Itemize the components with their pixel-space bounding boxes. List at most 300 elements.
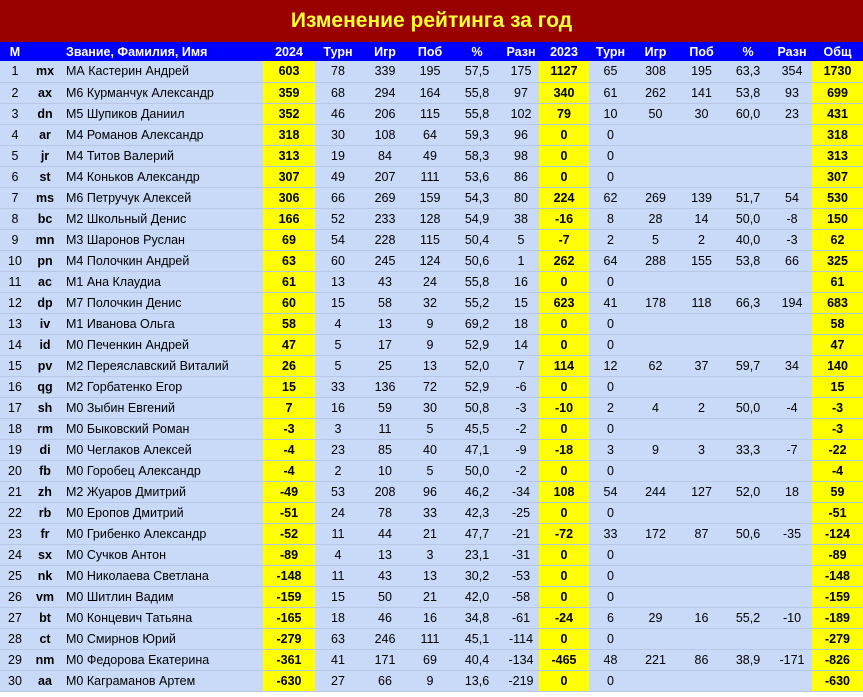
cell-wins-2024: 69 [409,649,451,670]
table-row [0,250,863,271]
cell-player-name: М3 Шаронов Руслан [60,229,263,250]
cell-diff-2024: 98 [503,145,539,166]
cell-code: ac [30,271,60,292]
cell-player-name: М0 Каграманов Артем [60,670,263,691]
cell-games-2024: 13 [361,313,409,334]
cell-wins-2024: 128 [409,208,451,229]
cell-percent-2024: 52,9 [451,334,503,355]
cell-rating-2024: 306 [263,187,315,208]
cell-percent-2023: 53,8 [724,82,772,103]
cell-diff-2024: -61 [503,607,539,628]
cell-rating-2023: 0 [539,628,589,649]
cell-percent-2023 [724,502,772,523]
cell-tournaments-2023: 0 [589,334,632,355]
cell-rating-2024: 15 [263,376,315,397]
cell-rating-2023: 0 [539,670,589,691]
cell-place: 12 [0,292,30,313]
cell-percent-2024: 45,5 [451,418,503,439]
cell-tournaments-2024: 60 [315,250,361,271]
cell-diff-2024: 5 [503,229,539,250]
table-row [0,544,863,565]
cell-rating-2023: 1127 [539,61,589,82]
cell-place: 28 [0,628,30,649]
table-row [0,124,863,145]
cell-diff-2023 [772,124,812,145]
cell-percent-2024: 54,9 [451,208,503,229]
cell-rating-2024: -3 [263,418,315,439]
cell-tournaments-2024: 27 [315,670,361,691]
cell-tournaments-2024: 30 [315,124,361,145]
cell-wins-2024: 5 [409,460,451,481]
cell-tournaments-2024: 23 [315,439,361,460]
cell-games-2024: 10 [361,460,409,481]
cell-games-2024: 59 [361,397,409,418]
cell-place: 15 [0,355,30,376]
cell-place: 17 [0,397,30,418]
rating-table [0,42,863,692]
cell-place: 5 [0,145,30,166]
cell-code: id [30,334,60,355]
cell-diff-2023 [772,502,812,523]
cell-wins-2024: 13 [409,355,451,376]
cell-diff-2024: -3 [503,397,539,418]
cell-diff-2024: -21 [503,523,539,544]
cell-tournaments-2024: 24 [315,502,361,523]
cell-wins-2024: 111 [409,628,451,649]
cell-place: 7 [0,187,30,208]
cell-wins-2024: 195 [409,61,451,82]
cell-code: rm [30,418,60,439]
cell-player-name: М0 Чеглаков Алексей [60,439,263,460]
cell-percent-2024: 40,4 [451,649,503,670]
cell-diff-2024: -31 [503,544,539,565]
cell-diff-2023: -10 [772,607,812,628]
cell-code: dp [30,292,60,313]
cell-percent-2023: 38,9 [724,649,772,670]
cell-total: -22 [812,439,863,460]
cell-wins-2024: 5 [409,418,451,439]
cell-wins-2023 [679,313,724,334]
cell-wins-2023: 14 [679,208,724,229]
cell-games-2023: 172 [632,523,679,544]
cell-percent-2023: 50,0 [724,397,772,418]
cell-place: 16 [0,376,30,397]
cell-total: -51 [812,502,863,523]
cell-percent-2023 [724,460,772,481]
cell-tournaments-2023: 3 [589,439,632,460]
cell-code: mx [30,61,60,82]
cell-rating-2023: -72 [539,523,589,544]
cell-games-2023 [632,376,679,397]
cell-player-name: М0 Грибенко Александр [60,523,263,544]
cell-tournaments-2024: 4 [315,313,361,334]
cell-rating-2023: 0 [539,565,589,586]
cell-tournaments-2024: 68 [315,82,361,103]
cell-rating-2024: 61 [263,271,315,292]
cell-games-2024: 207 [361,166,409,187]
cell-games-2024: 11 [361,418,409,439]
cell-percent-2023: 53,8 [724,250,772,271]
cell-wins-2024: 3 [409,544,451,565]
cell-diff-2024: -2 [503,460,539,481]
cell-games-2024: 171 [361,649,409,670]
cell-wins-2023 [679,502,724,523]
cell-rating-2024: 307 [263,166,315,187]
cell-player-name: М0 Зыбин Евгений [60,397,263,418]
cell-rating-2024: -165 [263,607,315,628]
cell-tournaments-2023: 0 [589,565,632,586]
cell-code: dn [30,103,60,124]
cell-percent-2024: 55,8 [451,271,503,292]
cell-code: nm [30,649,60,670]
cell-code: pn [30,250,60,271]
cell-percent-2024: 58,3 [451,145,503,166]
cell-total: 140 [812,355,863,376]
cell-code: zh [30,481,60,502]
cell-percent-2023 [724,166,772,187]
cell-diff-2024: 18 [503,313,539,334]
cell-percent-2024: 55,8 [451,82,503,103]
cell-games-2024: 43 [361,565,409,586]
cell-diff-2024: -219 [503,670,539,691]
cell-games-2023 [632,460,679,481]
cell-tournaments-2023: 6 [589,607,632,628]
cell-games-2024: 136 [361,376,409,397]
cell-rating-2024: 359 [263,82,315,103]
header-percent-2023: % [742,44,754,59]
cell-tournaments-2024: 16 [315,397,361,418]
cell-diff-2024: -34 [503,481,539,502]
cell-tournaments-2023: 12 [589,355,632,376]
cell-player-name: М2 Жуаров Дмитрий [60,481,263,502]
cell-rating-2024: -279 [263,628,315,649]
cell-diff-2023 [772,334,812,355]
cell-player-name: М7 Полочкин Денис [60,292,263,313]
cell-wins-2024: 9 [409,670,451,691]
cell-tournaments-2024: 5 [315,334,361,355]
cell-rating-2023: 0 [539,586,589,607]
cell-tournaments-2024: 18 [315,607,361,628]
cell-games-2023 [632,418,679,439]
cell-code: bc [30,208,60,229]
cell-total: -279 [812,628,863,649]
cell-wins-2024: 115 [409,229,451,250]
table-row [0,208,863,229]
cell-total: 1730 [812,61,863,82]
cell-diff-2024: 86 [503,166,539,187]
cell-rating-2024: 318 [263,124,315,145]
cell-total: 530 [812,187,863,208]
cell-wins-2023: 86 [679,649,724,670]
cell-games-2024: 78 [361,502,409,523]
cell-code: pv [30,355,60,376]
header-code [30,42,60,61]
cell-diff-2024: 102 [503,103,539,124]
cell-wins-2023 [679,376,724,397]
table-row [0,187,863,208]
cell-diff-2023 [772,586,812,607]
header-diff-2023: Разн [777,44,807,59]
cell-tournaments-2024: 63 [315,628,361,649]
cell-total: -89 [812,544,863,565]
cell-player-name: М6 Курманчук Александр [60,82,263,103]
cell-total: -3 [812,418,863,439]
cell-total: -826 [812,649,863,670]
table-row [0,649,863,670]
table-row [0,670,863,691]
cell-total: -4 [812,460,863,481]
cell-wins-2024: 72 [409,376,451,397]
cell-code: ms [30,187,60,208]
cell-games-2023 [632,334,679,355]
table-row [0,628,863,649]
cell-player-name: М0 Печенкин Андрей [60,334,263,355]
cell-diff-2023: -35 [772,523,812,544]
table-row [0,397,863,418]
cell-percent-2023: 60,0 [724,103,772,124]
cell-percent-2023 [724,271,772,292]
header-wins-2024: Поб [417,44,443,59]
cell-place: 4 [0,124,30,145]
cell-games-2023 [632,124,679,145]
cell-diff-2023: -3 [772,229,812,250]
cell-percent-2024: 34,8 [451,607,503,628]
cell-total: 62 [812,229,863,250]
cell-wins-2023 [679,565,724,586]
cell-games-2023: 62 [632,355,679,376]
cell-place: 10 [0,250,30,271]
cell-place: 30 [0,670,30,691]
cell-player-name: М0 Сучков Антон [60,544,263,565]
cell-tournaments-2024: 11 [315,523,361,544]
cell-place: 21 [0,481,30,502]
cell-player-name: М0 Смирнов Юрий [60,628,263,649]
cell-games-2024: 46 [361,607,409,628]
cell-rating-2023: -10 [539,397,589,418]
cell-wins-2023: 2 [679,229,724,250]
header-games-2023: Игр [644,44,667,59]
table-row [0,481,863,502]
cell-place: 27 [0,607,30,628]
cell-percent-2024: 55,8 [451,103,503,124]
cell-wins-2024: 21 [409,523,451,544]
cell-tournaments-2024: 66 [315,187,361,208]
cell-wins-2023: 30 [679,103,724,124]
cell-code: mn [30,229,60,250]
cell-tournaments-2023: 0 [589,460,632,481]
cell-code: di [30,439,60,460]
cell-tournaments-2024: 13 [315,271,361,292]
cell-diff-2023 [772,460,812,481]
cell-percent-2023: 55,2 [724,607,772,628]
cell-games-2024: 43 [361,271,409,292]
cell-tournaments-2023: 2 [589,229,632,250]
cell-wins-2024: 164 [409,82,451,103]
cell-rating-2024: 352 [263,103,315,124]
cell-games-2023: 288 [632,250,679,271]
cell-total: 325 [812,250,863,271]
cell-wins-2024: 124 [409,250,451,271]
cell-games-2023 [632,565,679,586]
cell-total: 431 [812,103,863,124]
cell-wins-2023 [679,628,724,649]
cell-diff-2024: 38 [503,208,539,229]
cell-total: 150 [812,208,863,229]
cell-player-name: М0 Шитлин Вадим [60,586,263,607]
cell-rating-2023: 114 [539,355,589,376]
cell-code: jr [30,145,60,166]
cell-code: sh [30,397,60,418]
cell-total: -148 [812,565,863,586]
cell-wins-2024: 21 [409,586,451,607]
cell-wins-2023: 3 [679,439,724,460]
cell-diff-2023: 194 [772,292,812,313]
cell-wins-2023 [679,271,724,292]
cell-percent-2024: 50,4 [451,229,503,250]
cell-tournaments-2024: 19 [315,145,361,166]
header-wins-2023: Поб [689,44,714,59]
cell-percent-2023: 52,0 [724,481,772,502]
cell-player-name: М4 Романов Александр [60,124,263,145]
cell-wins-2024: 64 [409,124,451,145]
cell-place: 20 [0,460,30,481]
cell-tournaments-2023: 0 [589,418,632,439]
cell-games-2024: 339 [361,61,409,82]
cell-percent-2023: 40,0 [724,229,772,250]
cell-percent-2024: 13,6 [451,670,503,691]
cell-tournaments-2023: 62 [589,187,632,208]
table-row [0,439,863,460]
cell-games-2024: 108 [361,124,409,145]
cell-games-2023: 308 [632,61,679,82]
cell-player-name: М5 Шупиков Даниил [60,103,263,124]
cell-diff-2023: 34 [772,355,812,376]
cell-wins-2024: 40 [409,439,451,460]
cell-games-2023 [632,628,679,649]
cell-games-2024: 50 [361,586,409,607]
cell-games-2024: 228 [361,229,409,250]
cell-code: nk [30,565,60,586]
cell-code: bt [30,607,60,628]
cell-player-name: М2 Школьный Денис [60,208,263,229]
cell-diff-2023 [772,565,812,586]
cell-games-2024: 58 [361,292,409,313]
cell-rating-2024: -361 [263,649,315,670]
cell-player-name: М4 Титов Валерий [60,145,263,166]
cell-percent-2024: 52,0 [451,355,503,376]
table-row [0,61,863,82]
table-row [0,313,863,334]
cell-wins-2023 [679,460,724,481]
cell-wins-2023: 87 [679,523,724,544]
cell-percent-2023: 51,7 [724,187,772,208]
cell-diff-2023 [772,313,812,334]
cell-diff-2023: -7 [772,439,812,460]
cell-tournaments-2024: 15 [315,586,361,607]
cell-player-name: М4 Коньков Александр [60,166,263,187]
cell-tournaments-2024: 78 [315,61,361,82]
cell-diff-2024: -114 [503,628,539,649]
cell-tournaments-2024: 15 [315,292,361,313]
cell-player-name: М0 Быковский Роман [60,418,263,439]
cell-games-2023 [632,166,679,187]
cell-rating-2023: -18 [539,439,589,460]
cell-diff-2023 [772,418,812,439]
cell-percent-2024: 42,3 [451,502,503,523]
cell-wins-2023: 37 [679,355,724,376]
table-row [0,334,863,355]
cell-games-2023 [632,586,679,607]
table-row [0,166,863,187]
cell-tournaments-2023: 2 [589,397,632,418]
cell-percent-2023 [724,124,772,145]
cell-percent-2024: 69,2 [451,313,503,334]
cell-diff-2023: 54 [772,187,812,208]
cell-rating-2023: 0 [539,502,589,523]
cell-games-2023: 29 [632,607,679,628]
cell-rating-2024: 58 [263,313,315,334]
cell-rating-2024: -159 [263,586,315,607]
cell-diff-2024: 1 [503,250,539,271]
cell-percent-2023 [724,418,772,439]
cell-games-2024: 233 [361,208,409,229]
table-body [0,61,863,691]
cell-tournaments-2023: 65 [589,61,632,82]
cell-player-name: М1 Ана Клаудиа [60,271,263,292]
cell-rating-2024: 603 [263,61,315,82]
cell-percent-2024: 50,8 [451,397,503,418]
cell-place: 18 [0,418,30,439]
cell-tournaments-2024: 49 [315,166,361,187]
cell-rating-2023: 0 [539,376,589,397]
header-tournaments-2023: Турн [595,44,626,59]
cell-rating-2024: -52 [263,523,315,544]
cell-wins-2023: 118 [679,292,724,313]
cell-wins-2023 [679,145,724,166]
cell-games-2024: 246 [361,628,409,649]
cell-total: 47 [812,334,863,355]
cell-wins-2023 [679,166,724,187]
cell-tournaments-2023: 61 [589,82,632,103]
cell-wins-2023: 141 [679,82,724,103]
cell-place: 2 [0,82,30,103]
cell-diff-2023: 66 [772,250,812,271]
cell-rating-2023: -7 [539,229,589,250]
cell-games-2023: 50 [632,103,679,124]
cell-tournaments-2024: 4 [315,544,361,565]
cell-rating-2024: -4 [263,460,315,481]
table-row [0,355,863,376]
cell-wins-2023 [679,544,724,565]
cell-place: 29 [0,649,30,670]
cell-rating-2023: 0 [539,418,589,439]
cell-games-2024: 245 [361,250,409,271]
cell-total: 318 [812,124,863,145]
cell-player-name: М0 Горобец Александр [60,460,263,481]
cell-player-name: М0 Федорова Екатерина [60,649,263,670]
cell-diff-2023: -171 [772,649,812,670]
cell-tournaments-2024: 3 [315,418,361,439]
cell-rating-2024: 47 [263,334,315,355]
cell-diff-2024: 15 [503,292,539,313]
header-total: Общ [823,44,852,59]
cell-place: 26 [0,586,30,607]
cell-percent-2023 [724,586,772,607]
table-row [0,523,863,544]
cell-total: 313 [812,145,863,166]
cell-games-2023 [632,502,679,523]
table-row [0,502,863,523]
